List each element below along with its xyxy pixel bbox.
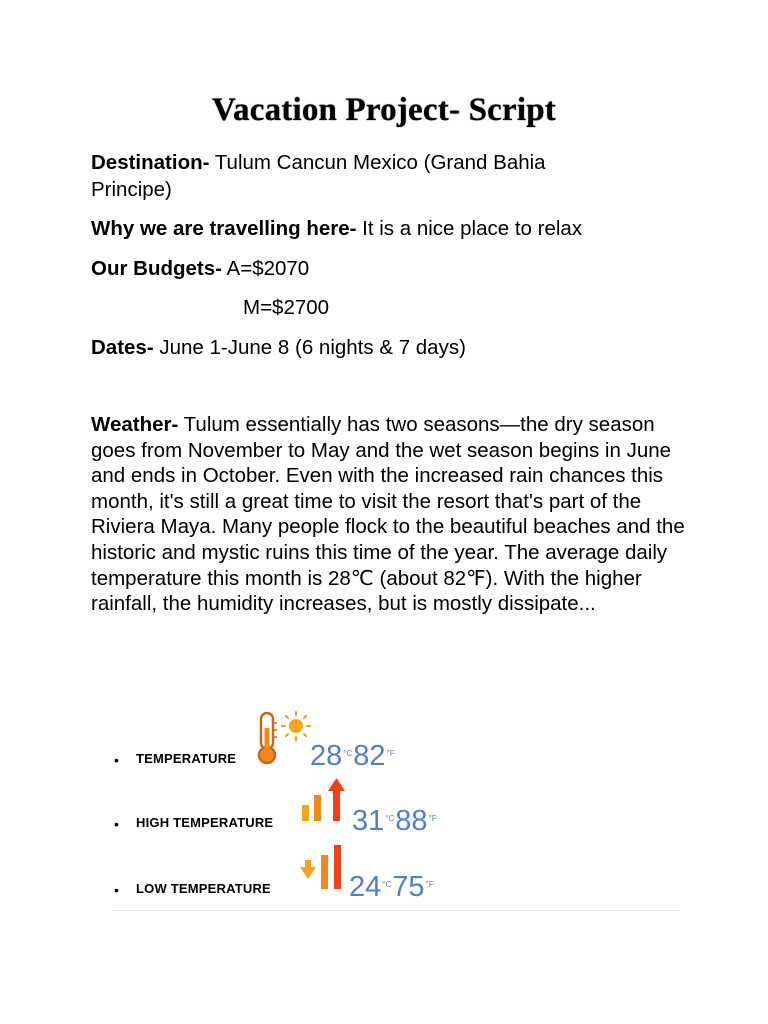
- bullet: •: [114, 752, 119, 768]
- fahrenheit-value: 82: [353, 740, 386, 772]
- destination-label: Destination-: [91, 151, 210, 174]
- temperature-values: [349, 870, 435, 902]
- stat-row-low-temperature: [0, 838, 768, 903]
- destination-line: [91, 150, 546, 176]
- dates-line: [91, 335, 466, 361]
- budgets-label: Our Budgets-: [91, 257, 222, 280]
- bullet: •: [114, 816, 119, 832]
- celsius-unit: °C: [382, 880, 392, 889]
- stat-label: HIGH TEMPERATURE: [136, 815, 274, 830]
- bars-up-arrow-icon: [300, 777, 350, 823]
- stat-label: TEMPERATURE: [136, 751, 237, 766]
- celsius-value: 24: [349, 871, 382, 903]
- budget-m: M=$2700: [243, 296, 330, 319]
- fahrenheit-unit: °F: [428, 814, 437, 823]
- fahrenheit-value: 75: [392, 871, 425, 903]
- bullet: •: [114, 882, 119, 898]
- weather-text: Tulum essentially has two seasons—the dry season goes from November to May and the wet season begins in June and ends in October. Even with the increased rain chances this month, it's still a great time to visit the resort that's part of the Riviera Maya. Many people flock to the beautiful beaches and the historic and mystic ruins this time of the year. The average daily temperature this month is 28℃ (about 82℉). With the higher rainfall, the humidity increases, but is mostly dissipate...: [91, 413, 685, 616]
- dates-label: Dates-: [91, 336, 154, 359]
- stat-row-high-temperature: [0, 772, 768, 837]
- dates-value: June 1-June 8 (6 nights & 7 days): [159, 336, 466, 359]
- destination-value-cont: Principe): [91, 178, 172, 201]
- weather-label: Weather-: [91, 413, 179, 436]
- why-value: It is a nice place to relax: [362, 217, 583, 240]
- divider: [112, 910, 680, 911]
- fahrenheit-unit: °F: [386, 749, 395, 758]
- temperature-values: [310, 739, 396, 771]
- celsius-unit: °C: [385, 814, 395, 823]
- thermometer-sun-icon: [252, 710, 314, 766]
- weather-paragraph: [91, 412, 691, 617]
- temperature-values: [352, 804, 438, 836]
- celsius-value: 31: [352, 805, 385, 837]
- why-label: Why we are travelling here-: [91, 217, 357, 240]
- budgets-line: [91, 256, 309, 282]
- bars-down-arrow-icon: [298, 843, 348, 891]
- budget-a: A=$2070: [226, 257, 310, 280]
- page-title: Vacation Project- Script: [212, 92, 556, 128]
- why-line: [91, 216, 582, 242]
- fahrenheit-unit: °F: [425, 880, 434, 889]
- fahrenheit-value: 88: [395, 805, 428, 837]
- stat-label: LOW TEMPERATURE: [136, 881, 271, 896]
- stat-row-temperature: [0, 706, 768, 772]
- celsius-unit: °C: [343, 749, 353, 758]
- destination-value: Tulum Cancun Mexico (Grand Bahia: [214, 151, 546, 174]
- celsius-value: 28: [310, 740, 343, 772]
